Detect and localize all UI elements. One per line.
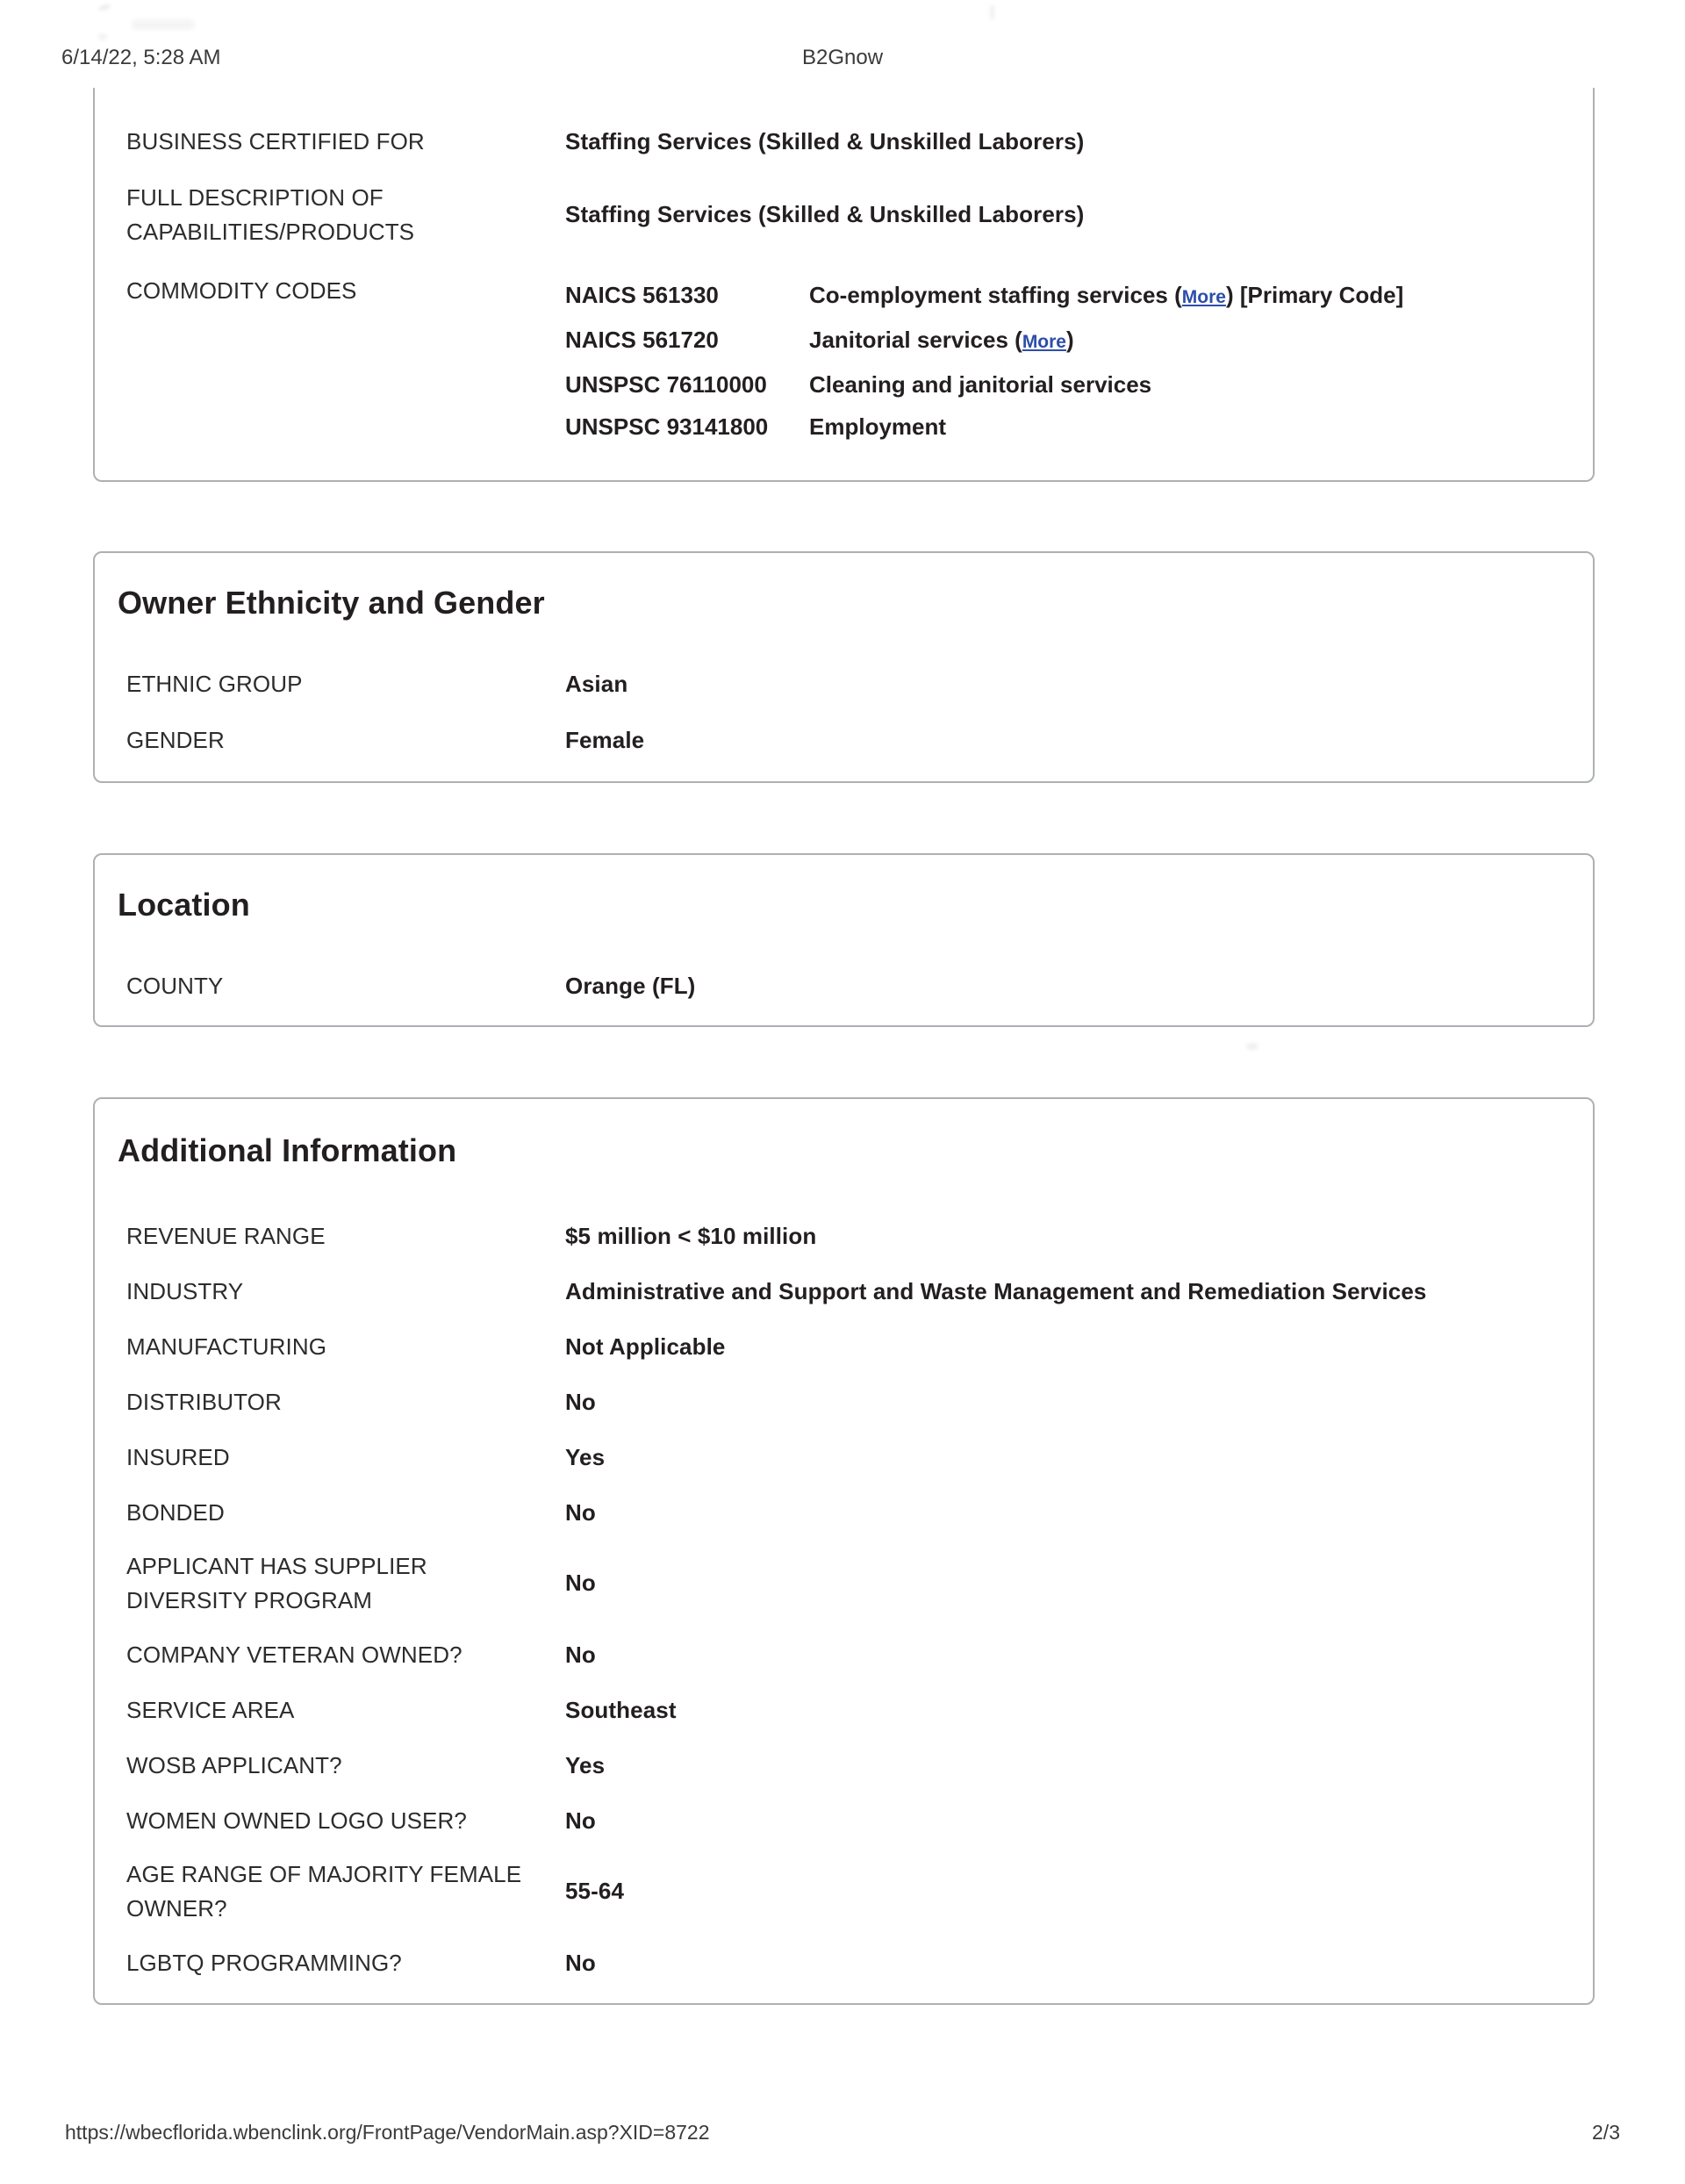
table-row xyxy=(95,1219,1593,1254)
row-label: WOSB APPLICANT? xyxy=(126,1752,342,1778)
table-row xyxy=(95,1440,1593,1475)
table-row xyxy=(95,723,1593,758)
row-label: COUNTY xyxy=(126,973,224,999)
print-source-url: https://wbecflorida.wbenclink.org/FrontPage/VendorMain.asp?XID=8722 xyxy=(65,2121,710,2144)
row-value: Southeast xyxy=(565,1697,677,1723)
commodity-code: NAICS 561330 xyxy=(565,282,719,308)
scan-artifact xyxy=(990,5,994,19)
row-label-line: DIVERSITY PROGRAM xyxy=(126,1587,373,1613)
table-row xyxy=(95,181,1593,249)
row-value: No xyxy=(565,1642,596,1668)
table-row xyxy=(95,1857,1593,1926)
row-value: Yes xyxy=(565,1752,606,1778)
scan-artifact xyxy=(1246,1043,1258,1050)
row-value: Administrative and Support and Waste Management and Remediation Services xyxy=(565,1278,1427,1304)
certification-rows xyxy=(95,125,1593,448)
row-label: INSURED xyxy=(126,1444,230,1470)
additional-information-rows xyxy=(95,1219,1593,1980)
print-footer xyxy=(0,2121,1685,2147)
table-row xyxy=(95,1693,1593,1728)
row-label: BONDED xyxy=(126,1499,225,1526)
owner-rows xyxy=(95,667,1593,758)
row-label xyxy=(126,181,565,249)
row-label: LGBTQ PROGRAMMING? xyxy=(126,1950,402,1976)
certification-card xyxy=(93,88,1595,482)
row-value: Orange (FL) xyxy=(565,973,696,999)
commodity-code: UNSPSC 93141800 xyxy=(565,413,769,440)
table-row xyxy=(95,1804,1593,1838)
card-title: Additional Information xyxy=(118,1132,457,1168)
row-value: 55-64 xyxy=(565,1878,624,1904)
row-value: Staffing Services (Skilled & Unskilled Laborers) xyxy=(565,128,1085,154)
list-item xyxy=(565,363,1593,406)
commodity-description: Cleaning and janitorial services xyxy=(809,371,1152,398)
row-label: COMMODITY CODES xyxy=(126,277,357,304)
row-value: No xyxy=(565,1499,596,1526)
paren-close: ) xyxy=(1225,282,1240,308)
row-label: SERVICE AREA xyxy=(126,1697,295,1723)
commodity-description-text: Co-employment staffing services xyxy=(809,282,1168,308)
print-header xyxy=(0,46,1685,72)
table-row xyxy=(95,274,1593,448)
table-row xyxy=(95,1549,1593,1618)
scan-artifact xyxy=(98,4,111,11)
table-row xyxy=(95,1749,1593,1783)
table-row xyxy=(95,1638,1593,1672)
paren-close: ) xyxy=(1066,327,1074,353)
table-row xyxy=(95,1946,1593,1980)
row-label-line: OWNER? xyxy=(126,1895,227,1922)
row-value: Staffing Services (Skilled & Unskilled Laborers) xyxy=(565,201,1085,227)
list-item xyxy=(565,274,1593,319)
row-label: COMPANY VETERAN OWNED? xyxy=(126,1642,462,1668)
row-value: Not Applicable xyxy=(565,1333,726,1360)
card-title: Location xyxy=(118,887,250,923)
table-row xyxy=(95,1275,1593,1309)
scan-artifact xyxy=(98,33,107,40)
scan-artifact xyxy=(132,19,195,30)
paren-open: ( xyxy=(1007,327,1022,353)
commodity-code: UNSPSC 76110000 xyxy=(565,371,767,398)
row-value: No xyxy=(565,1570,596,1596)
additional-information-card xyxy=(93,1097,1595,2005)
row-label: MANUFACTURING xyxy=(126,1333,327,1360)
table-row xyxy=(95,969,1593,1003)
row-label: WOMEN OWNED LOGO USER? xyxy=(126,1807,467,1834)
row-label-line: APPLICANT HAS SUPPLIER xyxy=(126,1553,427,1579)
commodity-description: Employment xyxy=(809,413,947,440)
commodity-description-text: Janitorial services xyxy=(809,327,1008,353)
row-value: Yes xyxy=(565,1444,606,1470)
row-label xyxy=(126,1857,565,1926)
location-card xyxy=(93,853,1595,1027)
paren-open: ( xyxy=(1167,282,1182,308)
print-date: 6/14/22, 5:28 AM xyxy=(61,46,221,69)
row-value: Asian xyxy=(565,671,628,697)
card-title: Owner Ethnicity and Gender xyxy=(118,585,545,621)
table-row xyxy=(95,1330,1593,1364)
list-item xyxy=(565,319,1593,363)
primary-code-badge: [Primary Code] xyxy=(1239,282,1404,308)
row-label: BUSINESS CERTIFIED FOR xyxy=(126,128,425,154)
location-rows xyxy=(95,969,1593,1003)
row-label: ETHNIC GROUP xyxy=(126,671,303,697)
commodity-description xyxy=(809,319,1593,363)
row-value: $5 million < $10 million xyxy=(565,1223,817,1249)
row-value: No xyxy=(565,1950,596,1976)
row-value: Female xyxy=(565,727,645,753)
commodity-code-list xyxy=(565,274,1593,448)
table-row xyxy=(95,125,1593,159)
row-label: GENDER xyxy=(126,727,225,753)
print-title: B2Gnow xyxy=(801,46,884,69)
row-label-line: AGE RANGE OF MAJORITY FEMALE xyxy=(126,1861,522,1887)
print-page-number: 2/3 xyxy=(1592,2121,1620,2144)
table-row xyxy=(95,1496,1593,1530)
row-label-line: CAPABILITIES/PRODUCTS xyxy=(126,219,415,245)
row-value: No xyxy=(565,1807,596,1834)
commodity-description xyxy=(809,274,1593,319)
list-item xyxy=(565,406,1593,448)
row-label xyxy=(126,1549,565,1618)
table-row xyxy=(95,667,1593,701)
more-link[interactable]: More xyxy=(1181,287,1226,307)
owner-ethnicity-gender-card xyxy=(93,551,1595,783)
row-value: No xyxy=(565,1389,596,1415)
row-label: REVENUE RANGE xyxy=(126,1223,326,1249)
row-label: INDUSTRY xyxy=(126,1278,244,1304)
row-label-line: FULL DESCRIPTION OF xyxy=(126,184,384,211)
commodity-code: NAICS 561720 xyxy=(565,327,719,353)
more-link[interactable]: More xyxy=(1022,332,1066,352)
table-row xyxy=(95,1385,1593,1419)
row-label: DISTRIBUTOR xyxy=(126,1389,282,1415)
